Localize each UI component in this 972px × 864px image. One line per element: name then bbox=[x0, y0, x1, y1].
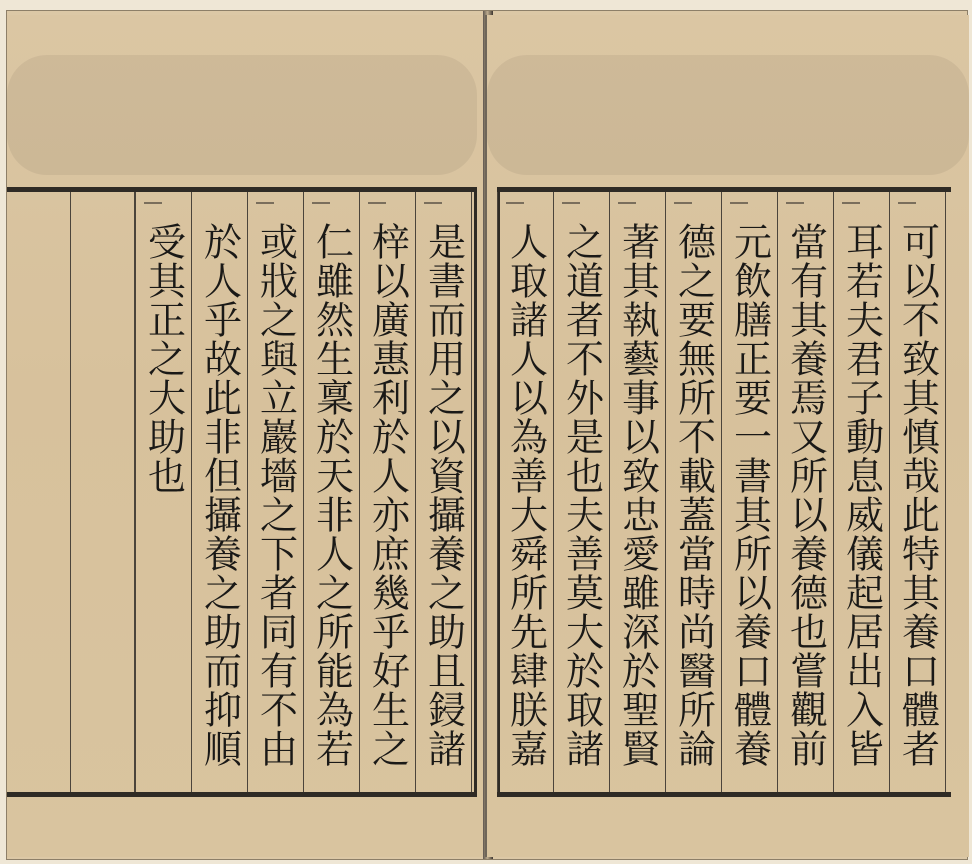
right-text-frame bbox=[497, 187, 951, 797]
column-tick-mark bbox=[842, 202, 860, 210]
right-column-text: 德之要無所不載蓋當時尚醫所論 bbox=[671, 222, 716, 768]
left-column-3 bbox=[303, 192, 359, 792]
right-column-text: 當有其養焉又所以養德也嘗觀前 bbox=[783, 222, 828, 768]
paper-shading bbox=[7, 55, 477, 175]
left-column-2 bbox=[359, 192, 415, 792]
left-column-text: 梓以廣惠利於人亦庶幾乎好生之 bbox=[365, 222, 410, 768]
column-tick-mark bbox=[898, 202, 916, 210]
left-column-text: 於人乎故此非但攝養之助而抑順 bbox=[197, 222, 242, 768]
right-column-text: 著其執藝事以致忠愛雖深於聖賢 bbox=[615, 222, 660, 768]
right-column-5 bbox=[665, 192, 721, 792]
right-column-text: 耳若夫君子動息威儀起居出入皆 bbox=[839, 222, 884, 768]
right-page bbox=[485, 15, 969, 857]
column-tick-mark bbox=[562, 202, 580, 210]
left-column-5 bbox=[191, 192, 247, 792]
right-column-4 bbox=[721, 192, 777, 792]
right-column-1 bbox=[889, 192, 945, 792]
column-tick-mark bbox=[424, 202, 442, 210]
column-tick-mark bbox=[506, 202, 524, 210]
column-tick-mark bbox=[674, 202, 692, 210]
column-tick-mark bbox=[786, 202, 804, 210]
left-blank-column bbox=[15, 192, 71, 792]
right-column-7 bbox=[553, 192, 609, 792]
right-column-6 bbox=[609, 192, 665, 792]
column-tick-mark bbox=[368, 202, 386, 210]
right-column-text: 可以不致其慎哉此特其養口體者 bbox=[895, 222, 940, 768]
left-column-4 bbox=[247, 192, 303, 792]
left-page bbox=[7, 15, 485, 857]
column-tick-mark bbox=[144, 202, 162, 210]
left-column-6 bbox=[135, 192, 191, 792]
column-tick-mark bbox=[256, 202, 274, 210]
left-column-text: 是書而用之以資攝養之助且鋟諸 bbox=[421, 222, 466, 768]
right-column-2 bbox=[833, 192, 889, 792]
column-tick-mark bbox=[730, 202, 748, 210]
left-column-text: 仁雖然生稟於天非人之所能為若 bbox=[309, 222, 354, 768]
book-spread bbox=[6, 10, 968, 860]
right-column-text: 人取諸人以為善大舜所先肆朕嘉 bbox=[503, 222, 548, 768]
column-tick-mark bbox=[312, 202, 330, 210]
left-column-text: 或戕之與立巖墻之下者同有不由 bbox=[253, 222, 298, 768]
left-blank-column-2 bbox=[71, 192, 135, 792]
column-tick-mark bbox=[618, 202, 636, 210]
left-column-1 bbox=[415, 192, 471, 792]
left-column-text: 受其正之大助也 bbox=[141, 222, 186, 495]
right-column-8 bbox=[497, 192, 553, 792]
right-column-text: 元飲膳正要一書其所以養口體養 bbox=[727, 222, 772, 768]
left-text-frame bbox=[7, 187, 477, 797]
right-column-3 bbox=[777, 192, 833, 792]
right-column-text: 之道者不外是也夫善莫大於取諸 bbox=[559, 222, 604, 768]
paper-shading bbox=[487, 55, 969, 175]
